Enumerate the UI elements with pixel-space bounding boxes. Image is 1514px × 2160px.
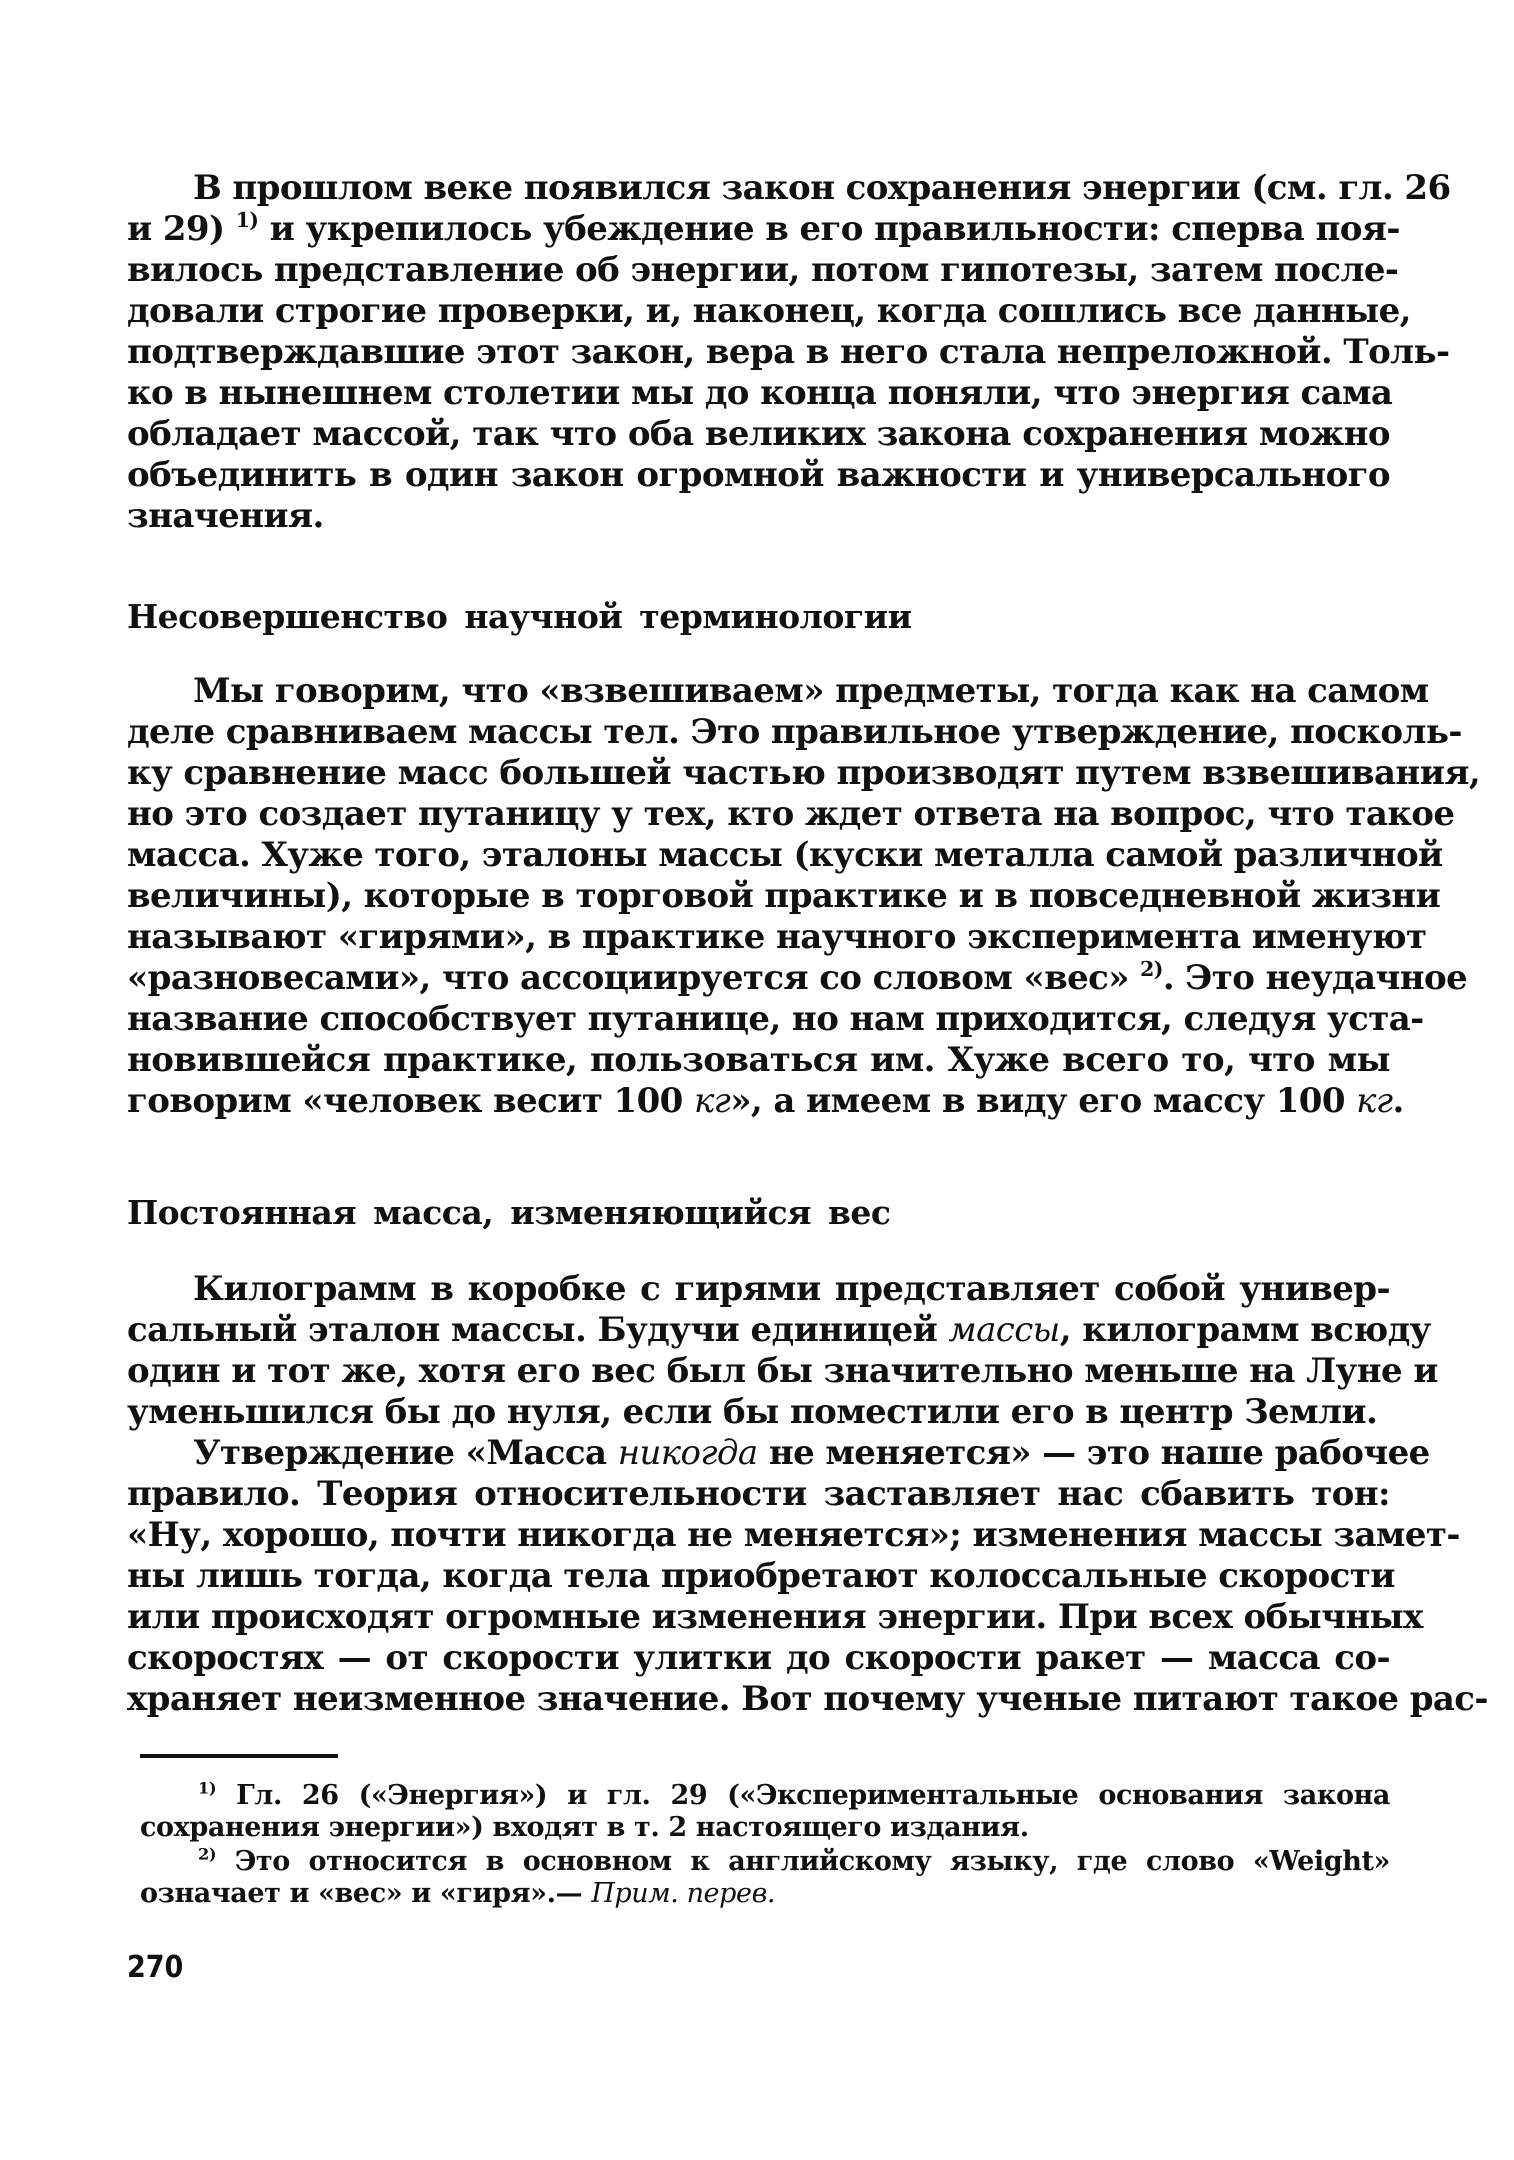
text-line: Килограмм в коробке с гирями представляет собой универ- xyxy=(193,1269,1390,1309)
text-line xyxy=(127,956,1468,999)
text-line: правило. Теория относительности заставляет нас сбавить тон: xyxy=(127,1474,1390,1514)
text-fragment: Гл. 26 («Энергия») и гл. 29 («Экспериментальные основания закона xyxy=(236,1780,1391,1811)
text-line: вилось представление об энергии, потом гипотезы, затем после- xyxy=(127,250,1399,290)
footnote-divider xyxy=(140,1754,338,1758)
text-fragment: не меняется» — это наше рабочее xyxy=(768,1433,1430,1473)
footnote-ref-2[interactable]: 2) xyxy=(1140,956,1163,981)
text-line xyxy=(127,207,1400,250)
text-line: ку сравнение масс большей частью производят путем взвешивания, xyxy=(127,753,1481,793)
footnote-marker: 2) xyxy=(198,1844,217,1864)
footnote-marker: 1) xyxy=(198,1778,217,1798)
text-fragment: Утверждение «Масса xyxy=(193,1433,607,1473)
text-line: название способствует путанице, но нам приходится, следуя уста- xyxy=(127,999,1424,1039)
footnote-ref-1[interactable]: 1) xyxy=(235,207,259,232)
text-fragment: сальный эталон массы. Будучи единицей xyxy=(127,1310,938,1350)
text-fragment: означает и «вес» и «гиря».— xyxy=(140,1878,583,1909)
text-line: ны лишь тогда, когда тела приобретают колоссальные скорости xyxy=(127,1556,1395,1596)
text-fragment: «разновесами», что ассоциируется со словом «вес» xyxy=(127,958,1129,998)
text-line: храняет неизменное значение. Вот почему ученые питают такое рас- xyxy=(127,1679,1488,1719)
text-line: значения. xyxy=(127,496,324,536)
text-line xyxy=(193,1433,1430,1474)
text-line: величины), которые в торговой практике и в повседневной жизни xyxy=(127,876,1441,916)
text-line: В прошлом веке появился закон сохранения энергии (см. гл. 26 xyxy=(193,168,1451,208)
text-line: но это создает путаницу у тех, кто ждет ответа на вопрос, что такое xyxy=(127,794,1455,834)
footnote-line: сохранения энергии») входят в т. 2 настоящего издания. xyxy=(140,1812,1029,1843)
text-fragment: говорим «человек весит 100 xyxy=(127,1081,683,1121)
text-fragment: . Это неудачное xyxy=(1162,958,1468,998)
text-fragment: Это относится в основном к английскому языку, где слово «Weight» xyxy=(234,1846,1390,1877)
unit-kg: кг xyxy=(1356,1081,1393,1121)
text-line xyxy=(127,1081,1404,1122)
text-line: объединить в один закон огромной важности и универсального xyxy=(127,455,1390,495)
text-line: обладает массой, так что оба великих закона сохранения можно xyxy=(127,414,1390,454)
text-line: Мы говорим, что «взвешиваем» предметы, тогда как на самом xyxy=(193,671,1429,711)
text-line: уменьшился бы до нуля, если бы поместили его в центр Земли. xyxy=(127,1392,1378,1432)
text-fragment: », а имеем в виду его массу 100 xyxy=(730,1081,1345,1121)
text-line: ко в нынешнем столетии мы до конца поняли, что энергия сама xyxy=(127,373,1393,413)
footnote-line xyxy=(198,1846,1390,1878)
text-line: довали строгие проверки, и, наконец, когда сошлись все данные, xyxy=(127,291,1411,331)
text-fragment: и укрепилось убеждение в его правильности: сперва поя- xyxy=(269,209,1400,249)
text-line: деле сравниваем массы тел. Это правильное утверждение, посколь- xyxy=(127,712,1462,752)
unit-kg: кг xyxy=(693,1081,731,1121)
text-line: или происходят огромные изменения энергии. При всех обычных xyxy=(127,1597,1423,1637)
text-line xyxy=(127,1310,1431,1351)
text-fragment: , килограмм всюду xyxy=(1059,1310,1431,1350)
footnote-line xyxy=(140,1878,1390,1910)
section-heading-terminology: Несовершенство научной терминологии xyxy=(127,597,912,636)
text-line: масса. Хуже того, эталоны массы (куски металла самой различной xyxy=(127,835,1443,875)
text-line: называют «гирями», в практике научного эксперимента именуют xyxy=(127,917,1427,957)
text-fragment: . xyxy=(1392,1081,1404,1121)
section-heading-constant-mass: Постоянная масса, изменяющийся вес xyxy=(127,1193,891,1232)
footnote-line xyxy=(198,1780,1390,1812)
text-fragment: и 29) xyxy=(127,209,225,249)
translator-note: Прим. перев. xyxy=(591,1878,776,1909)
emphasis: никогда xyxy=(617,1433,758,1473)
text-line: один и тот же, хотя его вес был бы значительно меньше на Луне и xyxy=(127,1351,1438,1391)
text-line: скоростях — от скорости улитки до скорости ракет — масса со- xyxy=(127,1638,1390,1678)
text-line: подтверждавшие этот закон, вера в него стала непреложной. Толь- xyxy=(127,332,1450,372)
text-line: новившейся практике, пользоваться им. Хуже всего то, что мы xyxy=(127,1040,1390,1080)
page-number: 270 xyxy=(127,1950,184,1985)
emphasis: массы xyxy=(948,1310,1060,1350)
text-line: «Ну, хорошо, почти никогда не меняется»; изменения массы замет- xyxy=(127,1515,1460,1555)
